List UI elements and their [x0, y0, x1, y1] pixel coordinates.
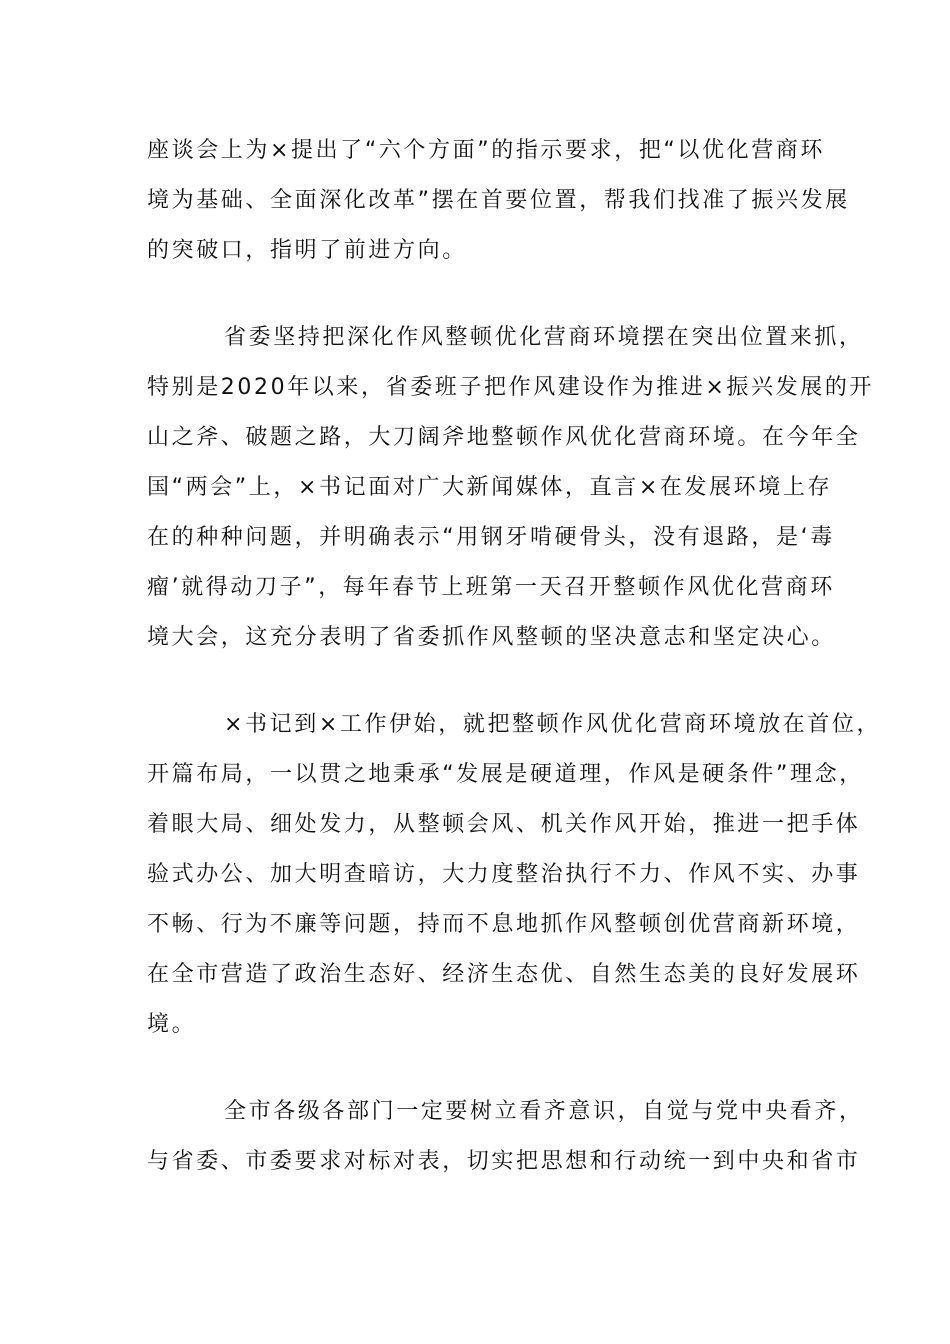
text-line: 境。: [147, 1012, 197, 1037]
text-line: 瘤’就得动刀子”，每年春节上班第一天召开整顿作风优化营商环: [147, 575, 835, 600]
paragraph-first-line: 省委坚持把深化作风整顿优化营商环境摆在突出位置来抓，: [224, 325, 864, 350]
paragraph-first-line: 全市各级各部门一定要树立看齐意识，自觉与党中央看齐，: [224, 1099, 864, 1124]
text-line: 山之斧、破题之路，大刀阔斧地整顿作风优化营商环境。在今年全: [147, 425, 861, 450]
text-line: 在全市营造了政治生态好、经济生态优、自然生态美的良好发展环: [147, 962, 861, 987]
text-line: 境大会，这充分表明了省委抓作风整顿的坚决意志和坚定决心。: [147, 625, 836, 650]
text-line: 不畅、行为不廉等问题，持而不息地抓作风整顿创优营商新环境，: [147, 912, 861, 937]
text-line: 的突破口，指明了前进方向。: [147, 238, 467, 263]
text-line: 境为基础、全面深化改革”摆在首要位置，帮我们找准了振兴发展: [147, 188, 850, 213]
text-line: 国“两会”上，×书记面对广大新闻媒体，直言×在发展环境上存: [147, 475, 833, 500]
text-line: 开篇布局，一以贯之地秉承“发展是硬道理，作风是硬条件”理念，: [147, 762, 864, 787]
text-line: 验式办公、加大明查暗访，大力度整治执行不力、作风不实、办事: [147, 862, 861, 887]
paragraph-first-line: ×书记到×工作伊始，就把整顿作风优化营商环境放在首位，: [224, 712, 882, 737]
text-line: 特别是2020年以来，省委班子把作风建设作为推进×振兴发展的开: [147, 375, 875, 400]
text-line: 在的种种问题，并明确表示“用钢牙啃硬骨头，没有退路，是‘毒: [147, 525, 835, 550]
text-line: 座谈会上为×提出了“六个方面”的指示要求，把“以优化营商环: [147, 138, 826, 163]
text-line: 与省委、市委要求对标对表，切实把思想和行动统一到中央和省市: [147, 1149, 861, 1174]
text-line: 着眼大局、细处发力，从整顿会风、机关作风开始，推进一把手体: [147, 812, 861, 837]
